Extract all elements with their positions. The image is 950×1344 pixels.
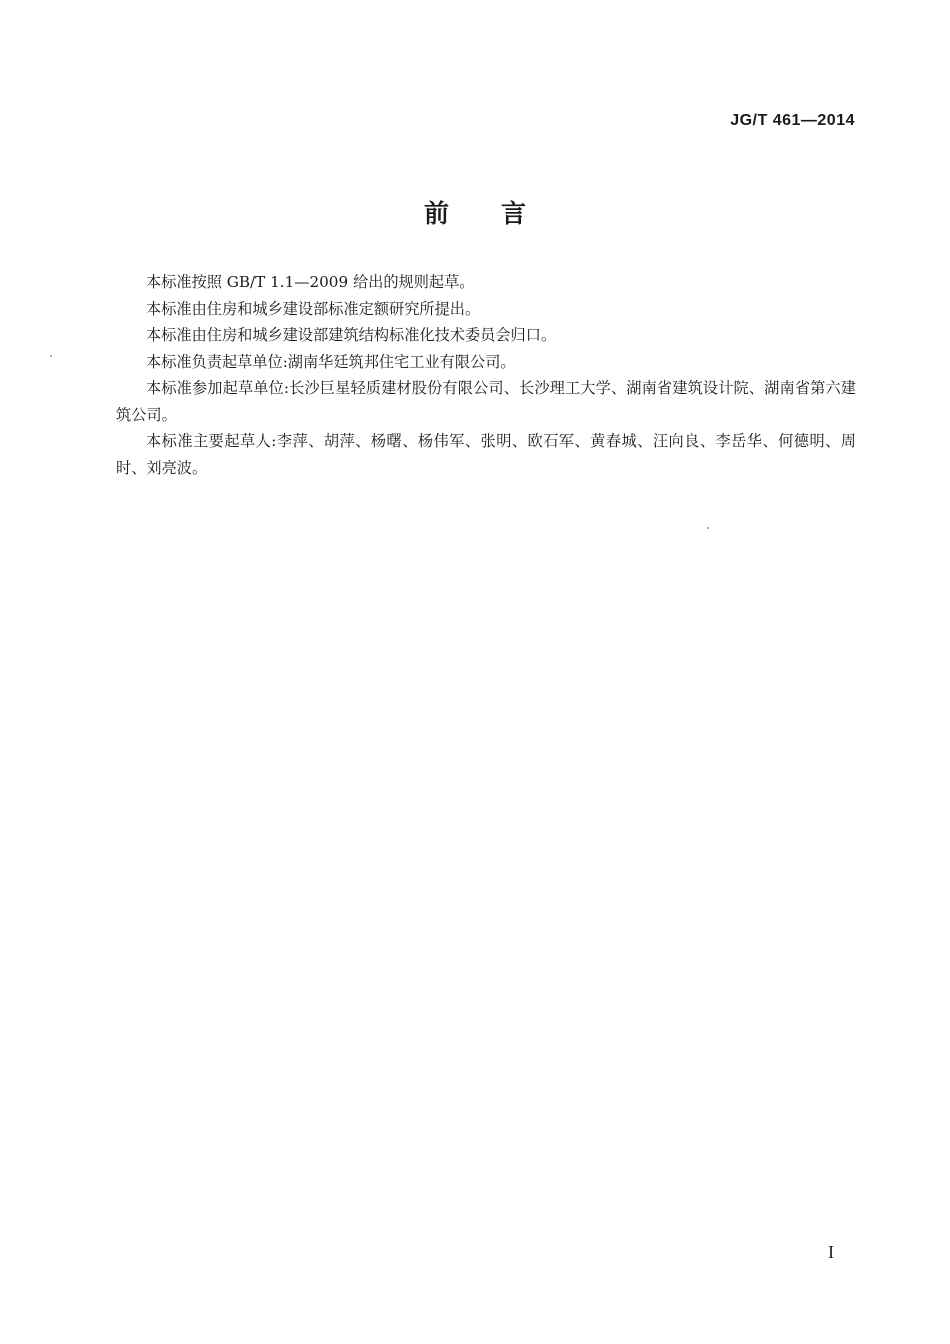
paragraph-drafting-rules: 本标准按照 GB/T 1.1—2009 给出的规则起草。 <box>146 273 475 291</box>
scan-speck <box>50 355 52 357</box>
title-char-2: 言 <box>501 199 527 228</box>
page-number: I <box>828 1242 834 1262</box>
paragraph-committee: 本标准由住房和城乡建设部建筑结构标准化技术委员会归口。 <box>146 326 557 344</box>
title-char-1: 前 <box>423 199 449 228</box>
foreword-body <box>116 269 856 481</box>
page-title <box>0 194 950 230</box>
standard-code: JG/T 461—2014 <box>730 112 855 129</box>
paragraph-main-drafters: 本标准主要起草人:李萍、胡萍、杨曙、杨伟军、张明、欧石军、黄春城、汪向良、李岳华、何德明、周时、刘亮波。 <box>116 432 856 477</box>
paragraph-lead-drafter: 本标准负责起草单位:湖南华廷筑邦住宅工业有限公司。 <box>146 352 516 371</box>
paragraph-proposer: 本标准由住房和城乡建设部标准定额研究所提出。 <box>146 299 481 318</box>
paragraph-participating-drafters: 本标准参加起草单位:长沙巨星轻质建材股份有限公司、长沙理工大学、湖南省建筑设计院、湖南省第六建筑公司。 <box>116 379 856 424</box>
scan-speck <box>707 527 709 529</box>
